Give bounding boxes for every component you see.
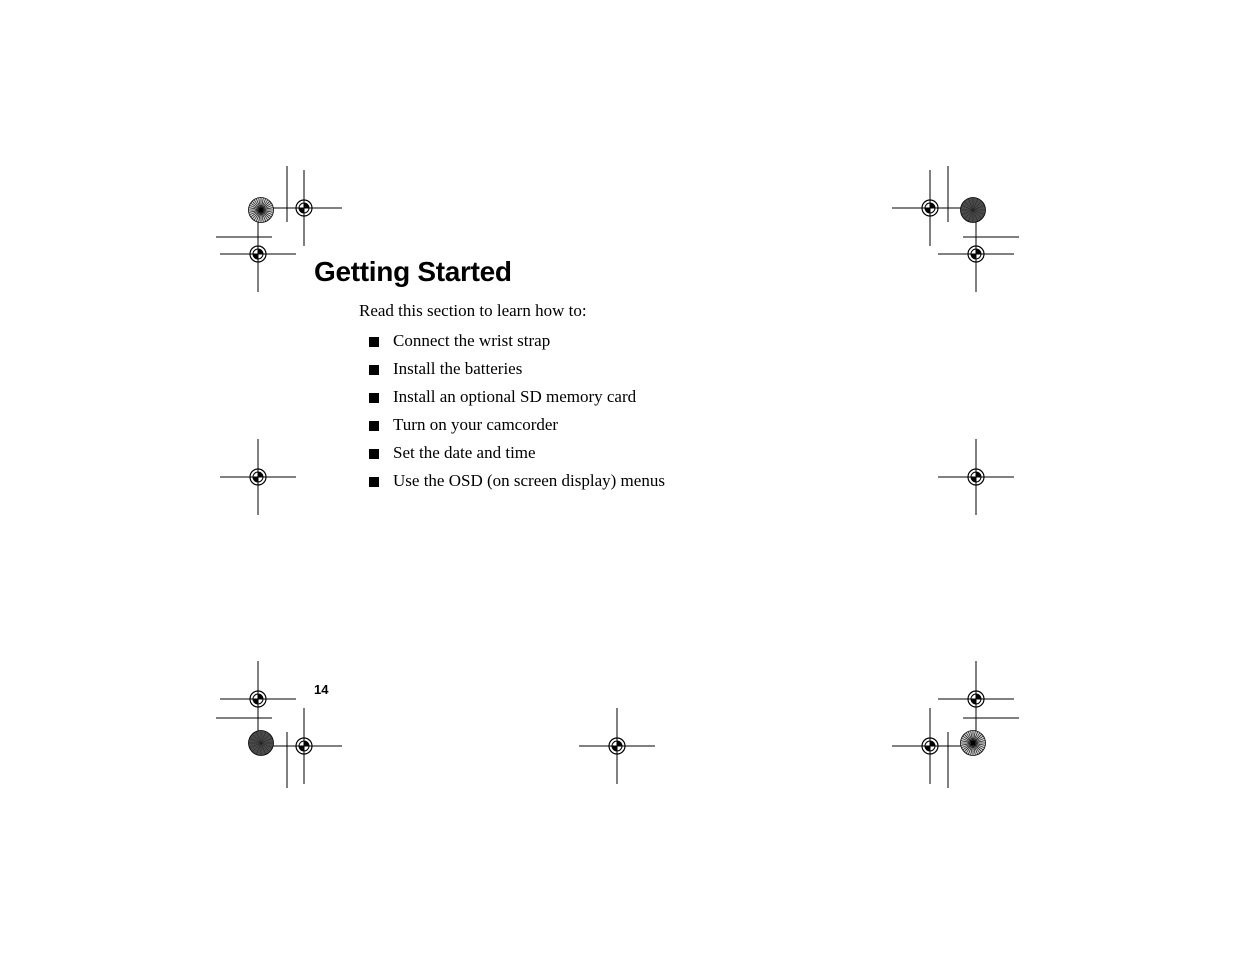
list-item-text: Connect the wrist strap [393,331,551,350]
intro-text: Read this section to learn how to: [359,301,587,320]
registration-mark-icon [220,661,296,737]
square-bullet-icon [369,421,379,431]
list-item-text: Set the date and time [393,443,536,462]
registration-mark-icon [220,216,296,292]
registration-mark-icon [892,708,968,784]
registration-mark-icon [938,216,1014,292]
star-target-icon [961,198,986,223]
list-item-text: Turn on your camcorder [393,415,559,434]
bullet-list [369,330,665,498]
star-target-icon [249,731,274,756]
list-item [369,358,665,386]
page-number: 14 [314,682,329,697]
page-title: Getting Started [314,256,512,287]
list-item-text: Install an optional SD memory card [393,387,637,406]
registration-mark-icon [892,170,968,246]
list-item [369,386,665,414]
square-bullet-icon [369,393,379,403]
registration-mark-icon [938,661,1014,737]
registration-mark-icon [266,170,342,246]
list-item [369,414,665,442]
registration-mark-icon [938,439,1014,515]
star-target-icon [249,198,274,223]
square-bullet-icon [369,477,379,487]
list-item-text: Use the OSD (on screen display) menus [393,471,665,490]
registration-mark-icon [220,439,296,515]
list-item-text: Install the batteries [393,359,523,378]
square-bullet-icon [369,365,379,375]
square-bullet-icon [369,337,379,347]
star-target-icon [961,731,986,756]
square-bullet-icon [369,449,379,459]
registration-mark-icon [266,708,342,784]
list-item [369,330,665,358]
registration-mark-icon [579,708,655,784]
list-item [369,442,665,470]
list-item [369,470,665,498]
